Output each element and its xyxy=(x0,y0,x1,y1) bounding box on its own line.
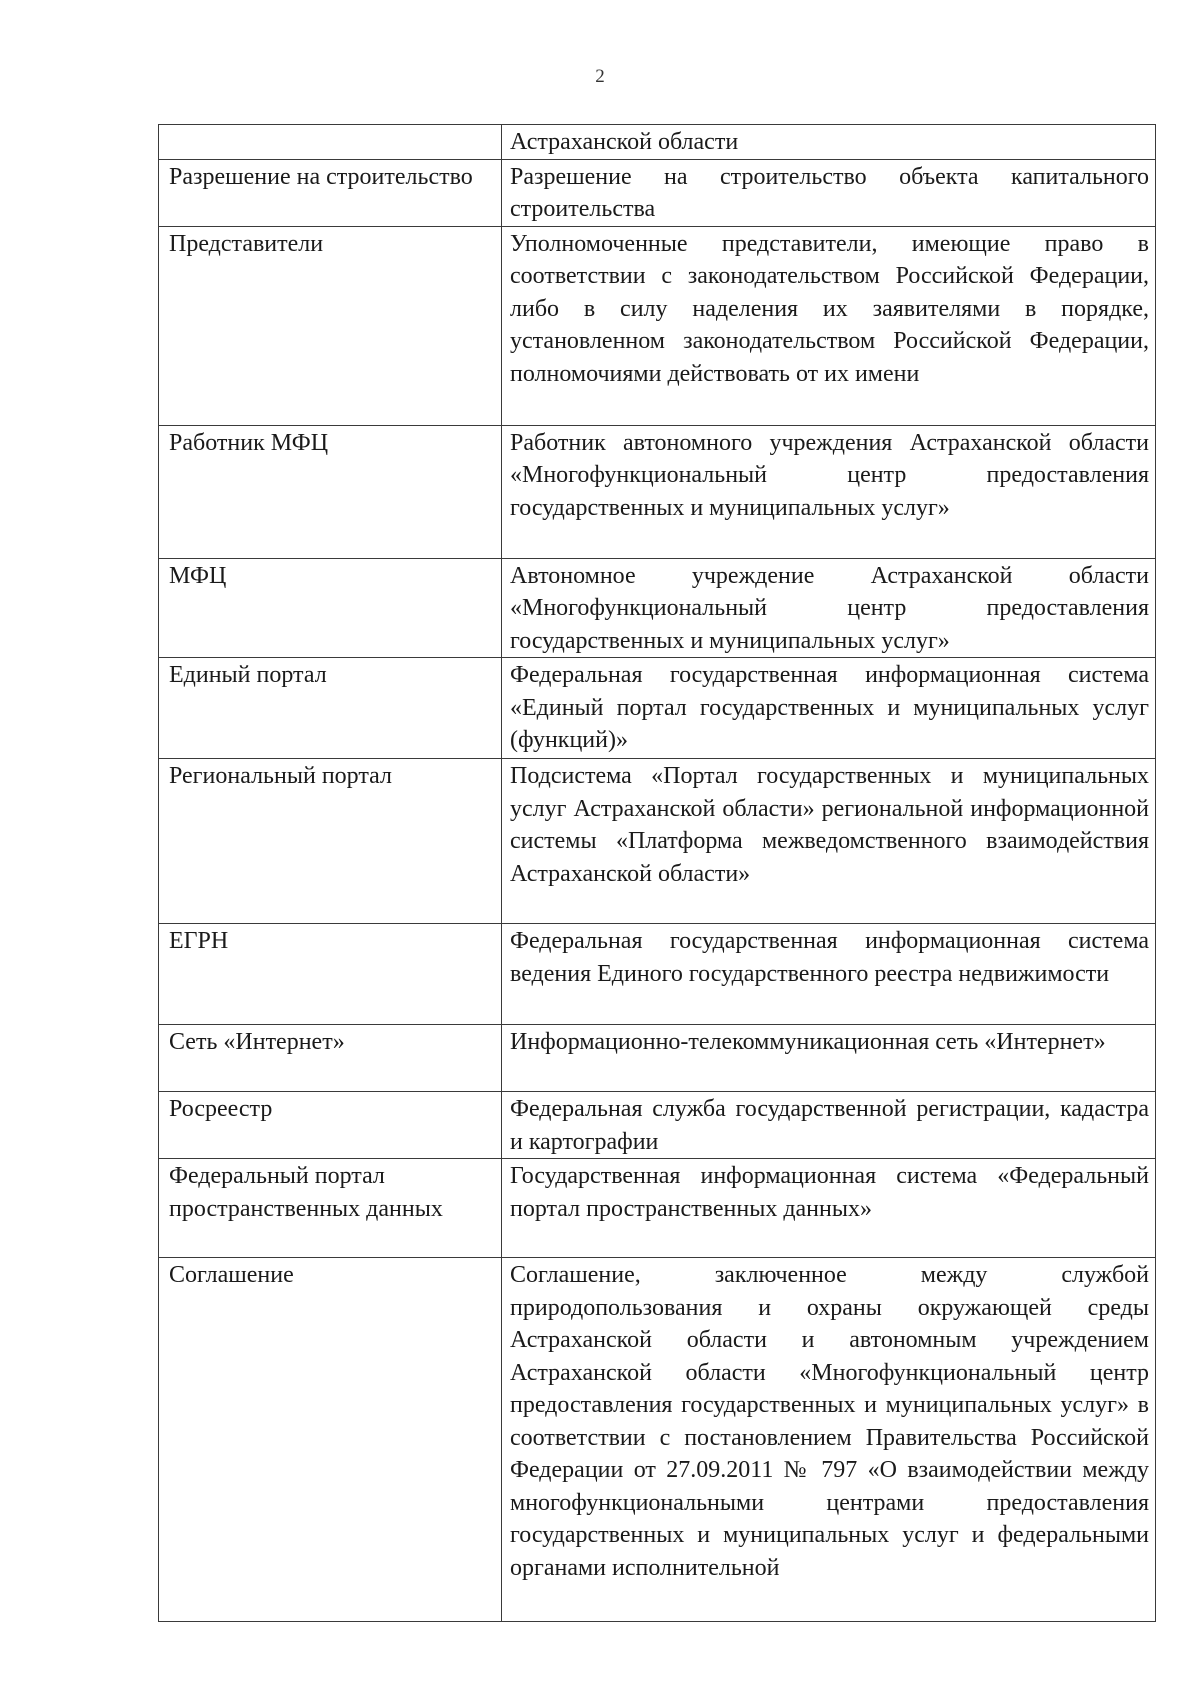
term-cell: Региональный портал xyxy=(159,759,502,924)
terms-table-body xyxy=(159,125,1156,1622)
term-cell xyxy=(159,125,502,160)
table-row xyxy=(159,1092,1156,1159)
term-cell: Соглашение xyxy=(159,1258,502,1622)
definition-cell: Федеральная служба государственной регистрации, кадастра и картографии xyxy=(502,1092,1156,1159)
table-row xyxy=(159,1258,1156,1622)
definition-cell: Работник автономного учреждения Астраханской области «Многофункциональный центр предоставления государственных и муниципальных услуг» xyxy=(502,425,1156,558)
term-cell: Сеть «Интернет» xyxy=(159,1025,502,1092)
definition-cell: Уполномоченные представители, имеющие право в соответствии с законодательством Российской Федерации, либо в силу наделения их заявителями в порядке, установленном законодательством Российской Федерации, полномочиями действовать от их имени xyxy=(502,226,1156,425)
definition-cell: Федеральная государственная информационная система «Единый портал государственных и муниципальных услуг (функций)» xyxy=(502,658,1156,759)
table-row xyxy=(159,658,1156,759)
definition-cell: Государственная информационная система «Федеральный портал пространственных данных» xyxy=(502,1159,1156,1258)
terms-table xyxy=(158,124,1156,1622)
table-row xyxy=(159,924,1156,1025)
definition-cell: Федеральная государственная информационная система ведения Единого государственного реестра недвижимости xyxy=(502,924,1156,1025)
table-row xyxy=(159,159,1156,226)
definition-cell: Подсистема «Портал государственных и муниципальных услуг Астраханской области» региональной информационной системы «Платформа межведомственного взаимодействия Астраханской области» xyxy=(502,759,1156,924)
table-row xyxy=(159,1025,1156,1092)
definition-cell: Разрешение на строительство объекта капитального строительства xyxy=(502,159,1156,226)
page-number: 2 xyxy=(595,66,605,87)
definition-cell: Автономное учреждение Астраханской области «Многофункциональный центр предоставления государственных и муниципальных услуг» xyxy=(502,558,1156,658)
term-cell: Росреестр xyxy=(159,1092,502,1159)
table-row xyxy=(159,759,1156,924)
table-row xyxy=(159,1159,1156,1258)
table-row xyxy=(159,125,1156,160)
term-cell: МФЦ xyxy=(159,558,502,658)
term-cell: Разрешение на строительство xyxy=(159,159,502,226)
term-cell: ЕГРН xyxy=(159,924,502,1025)
table-row xyxy=(159,425,1156,558)
term-cell: Работник МФЦ xyxy=(159,425,502,558)
table-row xyxy=(159,558,1156,658)
table-row xyxy=(159,226,1156,425)
definition-cell: Информационно-телекоммуникационная сеть «Интернет» xyxy=(502,1025,1156,1092)
term-cell: Федеральный портал пространственных данных xyxy=(159,1159,502,1258)
definition-cell: Астраханской области xyxy=(502,125,1156,160)
definition-cell: Соглашение, заключенное между службой природопользования и охраны окружающей среды Астраханской области и автономным учреждением Астраханской области «Многофункциональный центр предоставления государственных и муниципальных услуг» в соответствии с постановлением Правительства Российской Федерации от 27.09.2011 № 797 «О взаимодействии между многофункциональными центрами предоставления государственных и муниципальных услуг и федеральными органами исполнительной xyxy=(502,1258,1156,1622)
term-cell: Представители xyxy=(159,226,502,425)
term-cell: Единый портал xyxy=(159,658,502,759)
